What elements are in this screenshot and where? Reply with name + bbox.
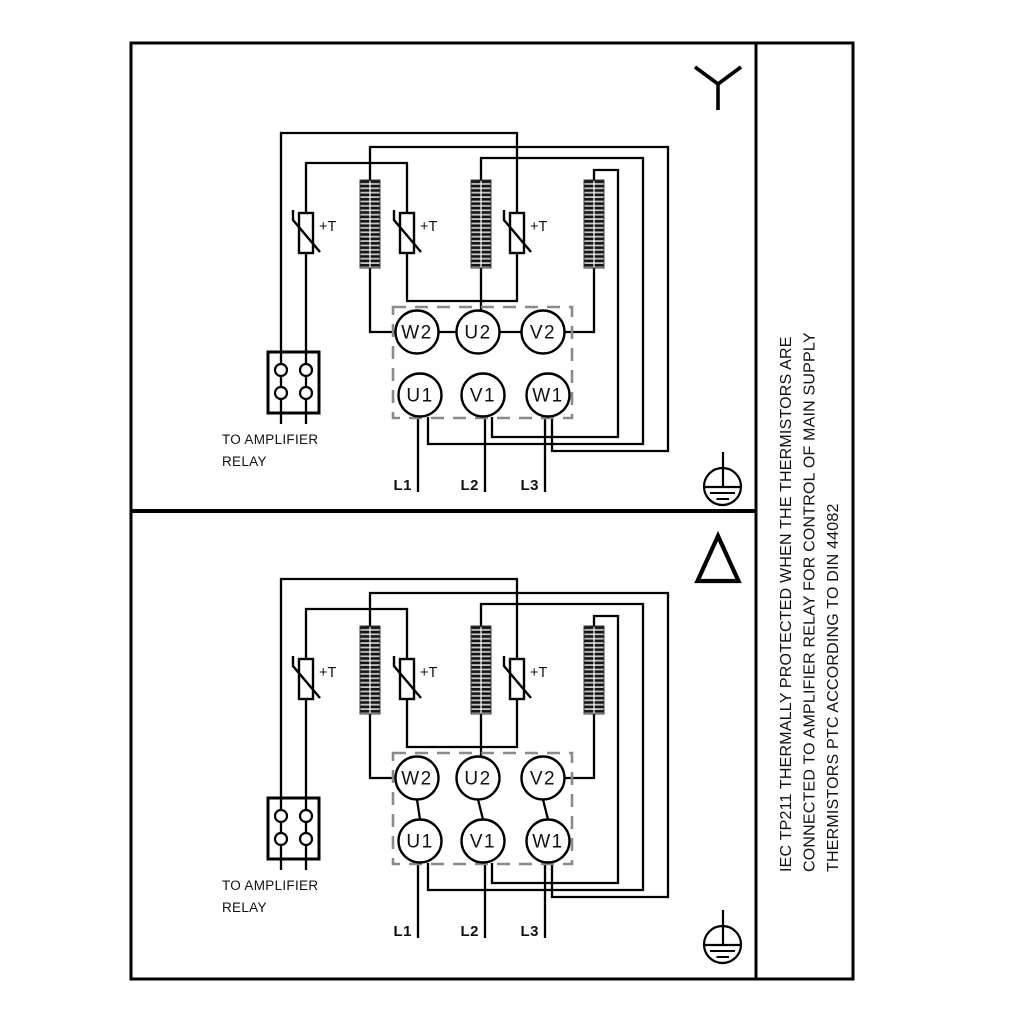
terminal-label-v2: V2: [529, 322, 557, 344]
terminal-label-u2: U2: [464, 322, 492, 344]
mains-label-l3: L3: [520, 923, 539, 940]
terminal-label-w2: W2: [401, 768, 433, 790]
mains-label-l2: L2: [460, 477, 479, 494]
terminal-label-u2: U2: [464, 768, 492, 790]
terminal-label-w2: W2: [401, 322, 433, 344]
relay-caption-line2: RELAY: [222, 454, 267, 469]
terminal-label-u1: U1: [406, 831, 434, 853]
thermistor-label: +T: [420, 665, 438, 681]
mains-label-l3: L3: [520, 477, 539, 494]
relay-caption-line1: TO AMPLIFIER: [222, 878, 319, 893]
relay-caption-line2: RELAY: [222, 900, 267, 915]
terminal-label-v1: V1: [469, 831, 497, 853]
thermistor-label: +T: [420, 219, 438, 235]
terminal-label-w1: W1: [532, 831, 564, 853]
side-note-line-2: CONNECTED TO AMPLIFIER RELAY FOR CONTROL OF MAIN SUPPLY: [801, 332, 819, 872]
thermistor-label: +T: [530, 665, 548, 681]
relay-caption-line1: TO AMPLIFIER: [222, 432, 319, 447]
terminal-label-u1: U1: [406, 385, 434, 407]
terminal-label-v1: V1: [469, 385, 497, 407]
terminal-label-v2: V2: [529, 768, 557, 790]
mains-label-l1: L1: [393, 923, 412, 940]
thermistor-label: +T: [319, 219, 337, 235]
terminal-label-w1: W1: [532, 385, 564, 407]
side-note-line-3: THERMISTORS PTC ACCORDING TO DIN 44082: [825, 503, 842, 872]
mains-label-l1: L1: [393, 477, 412, 494]
thermistor-label: +T: [319, 665, 337, 681]
side-note-line-1: IEC TP211 THERMALLY PROTECTED WHEN THE THERMISTORS ARE: [778, 336, 795, 872]
mains-label-l2: L2: [460, 923, 479, 940]
thermistor-label: +T: [530, 219, 548, 235]
